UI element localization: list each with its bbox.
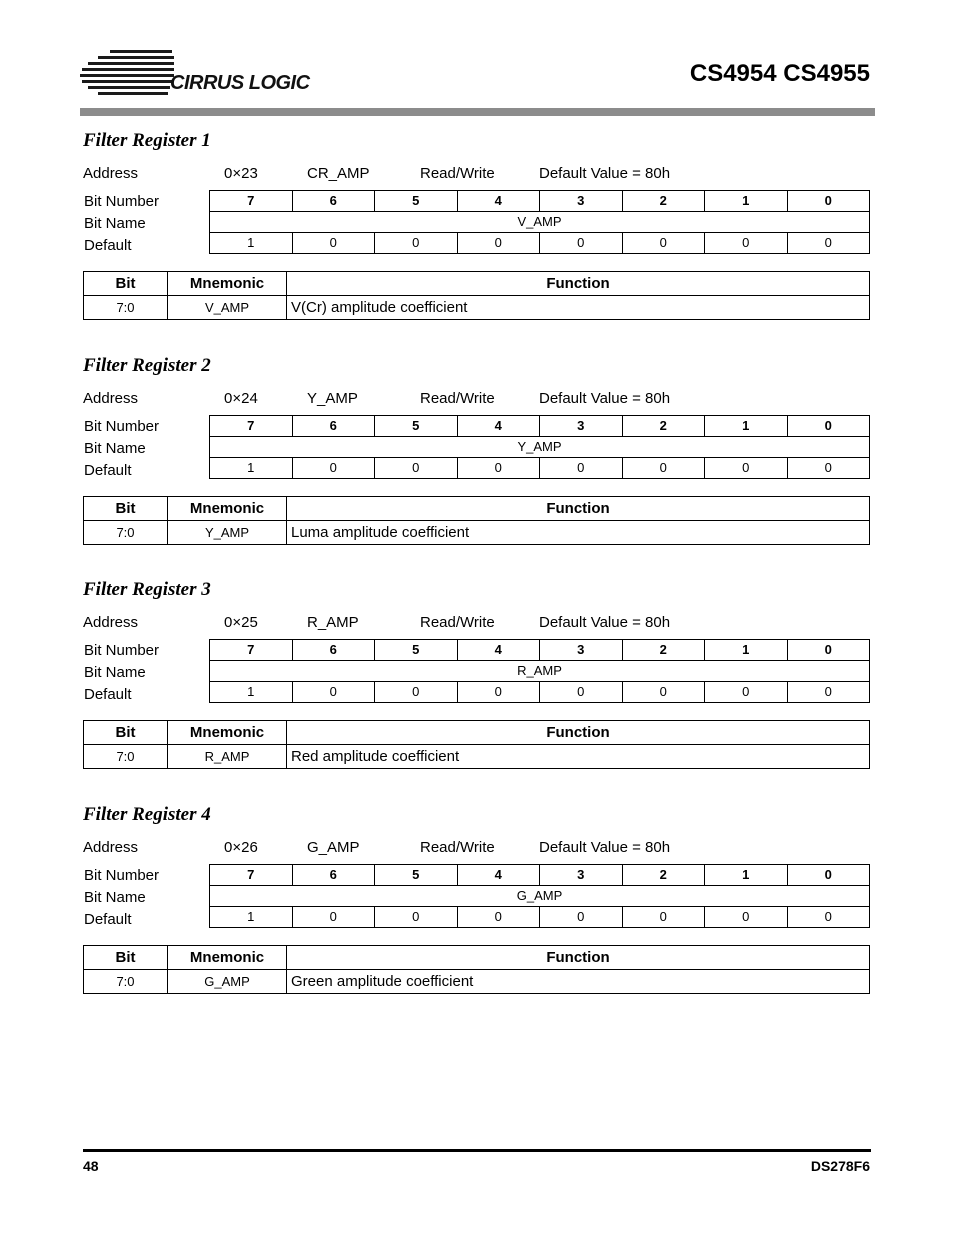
bit-table: [209, 864, 870, 928]
function-table: [83, 720, 870, 769]
default-bit-cell: 0: [457, 233, 540, 254]
logo-stripes-icon: [80, 48, 180, 100]
footer-divider: [83, 1149, 871, 1152]
default-bit-cell: 0: [705, 233, 788, 254]
bit-table: [209, 190, 870, 254]
bit-number-cell: 5: [375, 416, 458, 437]
function-table: [83, 496, 870, 545]
default-bit-cell: 0: [622, 907, 705, 928]
register-name: Y_AMP: [307, 390, 358, 407]
document-title: CS4954 CS4955: [689, 60, 870, 87]
func-bit-cell: 7:0: [84, 745, 168, 769]
bit-number-row: [210, 191, 870, 212]
bit-number-cell: 6: [292, 191, 375, 212]
col-function-header: Function: [287, 946, 870, 970]
address-label: Address: [83, 614, 139, 631]
col-mnemonic-header: Mnemonic: [168, 721, 287, 745]
func-desc-cell: Green amplitude coefficient: [287, 970, 870, 994]
default-bit-cell: 1: [210, 233, 293, 254]
bit-number-row: [210, 416, 870, 437]
bit-number-cell: 2: [622, 191, 705, 212]
function-header-row: [84, 946, 870, 970]
default-value: Default Value = 80h: [539, 839, 671, 856]
default-bit-cell: 0: [457, 907, 540, 928]
address-value: 0×25: [224, 614, 258, 631]
default-row: [210, 907, 870, 928]
col-mnemonic-header: Mnemonic: [168, 946, 287, 970]
bit-number-cell: 6: [292, 865, 375, 886]
default-bit-cell: 0: [705, 458, 788, 479]
default-bit-cell: 1: [210, 458, 293, 479]
address-row: [83, 839, 870, 857]
address-label: Address: [83, 390, 139, 407]
function-header-row: [84, 272, 870, 296]
default-label: Default: [84, 237, 132, 254]
register-name: R_AMP: [307, 614, 359, 631]
col-bit-header: Bit: [84, 946, 168, 970]
default-bit-cell: 0: [292, 907, 375, 928]
bit-number-cell: 1: [705, 191, 788, 212]
func-desc-cell: V(Cr) amplitude coefficient: [287, 296, 870, 320]
bit-number-cell: 3: [540, 416, 623, 437]
func-bit-cell: 7:0: [84, 296, 168, 320]
bit-number-cell: 4: [457, 191, 540, 212]
default-bit-cell: 0: [375, 907, 458, 928]
default-bit-cell: 0: [292, 458, 375, 479]
bit-number-cell: 4: [457, 640, 540, 661]
register-name: G_AMP: [307, 839, 360, 856]
default-bit-cell: 0: [375, 682, 458, 703]
bit-name-row: [210, 661, 870, 682]
function-header-row: [84, 721, 870, 745]
default-bit-cell: 0: [705, 682, 788, 703]
func-desc-cell: Luma amplitude coefficient: [287, 521, 870, 545]
default-value: Default Value = 80h: [539, 165, 671, 182]
access-mode: Read/Write: [420, 614, 495, 631]
bit-number-cell: 7: [210, 191, 293, 212]
bit-name-label: Bit Name: [84, 664, 146, 681]
bit-name-cell: G_AMP: [210, 886, 870, 907]
func-mnemonic-cell: G_AMP: [168, 970, 287, 994]
bit-number-cell: 7: [210, 640, 293, 661]
bit-number-label: Bit Number: [84, 642, 160, 659]
bit-number-cell: 0: [787, 416, 870, 437]
bit-number-label: Bit Number: [84, 193, 160, 210]
function-table: [83, 271, 870, 320]
bit-number-cell: 7: [210, 865, 293, 886]
bit-name-cell: Y_AMP: [210, 437, 870, 458]
table-row: [84, 970, 870, 994]
default-value: Default Value = 80h: [539, 614, 671, 631]
table-row: [84, 296, 870, 320]
bit-number-cell: 5: [375, 865, 458, 886]
address-label: Address: [83, 165, 139, 182]
col-bit-header: Bit: [84, 721, 168, 745]
bit-number-row: [210, 865, 870, 886]
address-value: 0×24: [224, 390, 258, 407]
bit-number-cell: 1: [705, 865, 788, 886]
bit-name-label: Bit Name: [84, 440, 146, 457]
bit-number-cell: 0: [787, 191, 870, 212]
default-bit-cell: 0: [292, 682, 375, 703]
bit-name-row: [210, 886, 870, 907]
default-bit-cell: 0: [375, 458, 458, 479]
func-mnemonic-cell: V_AMP: [168, 296, 287, 320]
default-bit-cell: 0: [540, 458, 623, 479]
bit-number-cell: 7: [210, 416, 293, 437]
func-bit-cell: 7:0: [84, 970, 168, 994]
default-bit-cell: 0: [705, 907, 788, 928]
bit-number-cell: 1: [705, 640, 788, 661]
default-bit-cell: 0: [540, 907, 623, 928]
default-bit-cell: 0: [375, 233, 458, 254]
default-label: Default: [84, 686, 132, 703]
default-bit-cell: 0: [457, 682, 540, 703]
default-value: Default Value = 80h: [539, 390, 671, 407]
bit-number-cell: 1: [705, 416, 788, 437]
func-mnemonic-cell: R_AMP: [168, 745, 287, 769]
bit-number-cell: 6: [292, 640, 375, 661]
func-desc-cell: Red amplitude coefficient: [287, 745, 870, 769]
register-name: CR_AMP: [307, 165, 370, 182]
default-bit-cell: 0: [622, 682, 705, 703]
bit-name-label: Bit Name: [84, 215, 146, 232]
default-bit-cell: 0: [787, 907, 870, 928]
bit-number-cell: 3: [540, 191, 623, 212]
function-header-row: [84, 497, 870, 521]
bit-number-row: [210, 640, 870, 661]
bit-number-cell: 4: [457, 416, 540, 437]
bit-number-cell: 6: [292, 416, 375, 437]
page-number: 48: [83, 1158, 99, 1174]
bit-name-cell: V_AMP: [210, 212, 870, 233]
default-row: [210, 233, 870, 254]
bit-number-cell: 3: [540, 640, 623, 661]
address-value: 0×26: [224, 839, 258, 856]
table-row: [84, 521, 870, 545]
access-mode: Read/Write: [420, 165, 495, 182]
default-bit-cell: 1: [210, 682, 293, 703]
default-label: Default: [84, 462, 132, 479]
bit-number-cell: 0: [787, 640, 870, 661]
bit-table: [209, 639, 870, 703]
document-id: DS278F6: [810, 1158, 870, 1174]
bit-number-cell: 5: [375, 640, 458, 661]
section-title: Filter Register 1: [83, 130, 211, 151]
bit-table: [209, 415, 870, 479]
section-title: Filter Register 2: [83, 355, 211, 376]
default-row: [210, 458, 870, 479]
access-mode: Read/Write: [420, 839, 495, 856]
bit-number-label: Bit Number: [84, 867, 160, 884]
func-mnemonic-cell: Y_AMP: [168, 521, 287, 545]
col-mnemonic-header: Mnemonic: [168, 497, 287, 521]
address-row: [83, 390, 870, 408]
bit-number-cell: 2: [622, 865, 705, 886]
section-title: Filter Register 3: [83, 579, 211, 600]
default-bit-cell: 0: [457, 458, 540, 479]
default-bit-cell: 0: [622, 458, 705, 479]
bit-name-row: [210, 212, 870, 233]
company-logo: [80, 48, 330, 100]
default-bit-cell: 0: [622, 233, 705, 254]
default-bit-cell: 0: [292, 233, 375, 254]
default-bit-cell: 0: [787, 233, 870, 254]
bit-number-cell: 2: [622, 640, 705, 661]
header-divider: [80, 108, 875, 116]
bit-name-label: Bit Name: [84, 889, 146, 906]
address-row: [83, 165, 870, 183]
default-bit-cell: 0: [540, 682, 623, 703]
col-mnemonic-header: Mnemonic: [168, 272, 287, 296]
access-mode: Read/Write: [420, 390, 495, 407]
table-row: [84, 745, 870, 769]
default-bit-cell: 0: [787, 458, 870, 479]
col-function-header: Function: [287, 721, 870, 745]
bit-name-row: [210, 437, 870, 458]
bit-number-cell: 2: [622, 416, 705, 437]
bit-number-label: Bit Number: [84, 418, 160, 435]
bit-number-cell: 4: [457, 865, 540, 886]
default-row: [210, 682, 870, 703]
address-label: Address: [83, 839, 139, 856]
function-table: [83, 945, 870, 994]
bit-number-cell: 5: [375, 191, 458, 212]
default-bit-cell: 0: [787, 682, 870, 703]
section-title: Filter Register 4: [83, 804, 211, 825]
bit-number-cell: 3: [540, 865, 623, 886]
col-bit-header: Bit: [84, 272, 168, 296]
func-bit-cell: 7:0: [84, 521, 168, 545]
bit-number-cell: 0: [787, 865, 870, 886]
col-bit-header: Bit: [84, 497, 168, 521]
default-label: Default: [84, 911, 132, 928]
logo-text: CIRRUS LOGIC: [170, 72, 310, 94]
default-bit-cell: 1: [210, 907, 293, 928]
col-function-header: Function: [287, 272, 870, 296]
address-row: [83, 614, 870, 632]
address-value: 0×23: [224, 165, 258, 182]
bit-name-cell: R_AMP: [210, 661, 870, 682]
default-bit-cell: 0: [540, 233, 623, 254]
col-function-header: Function: [287, 497, 870, 521]
